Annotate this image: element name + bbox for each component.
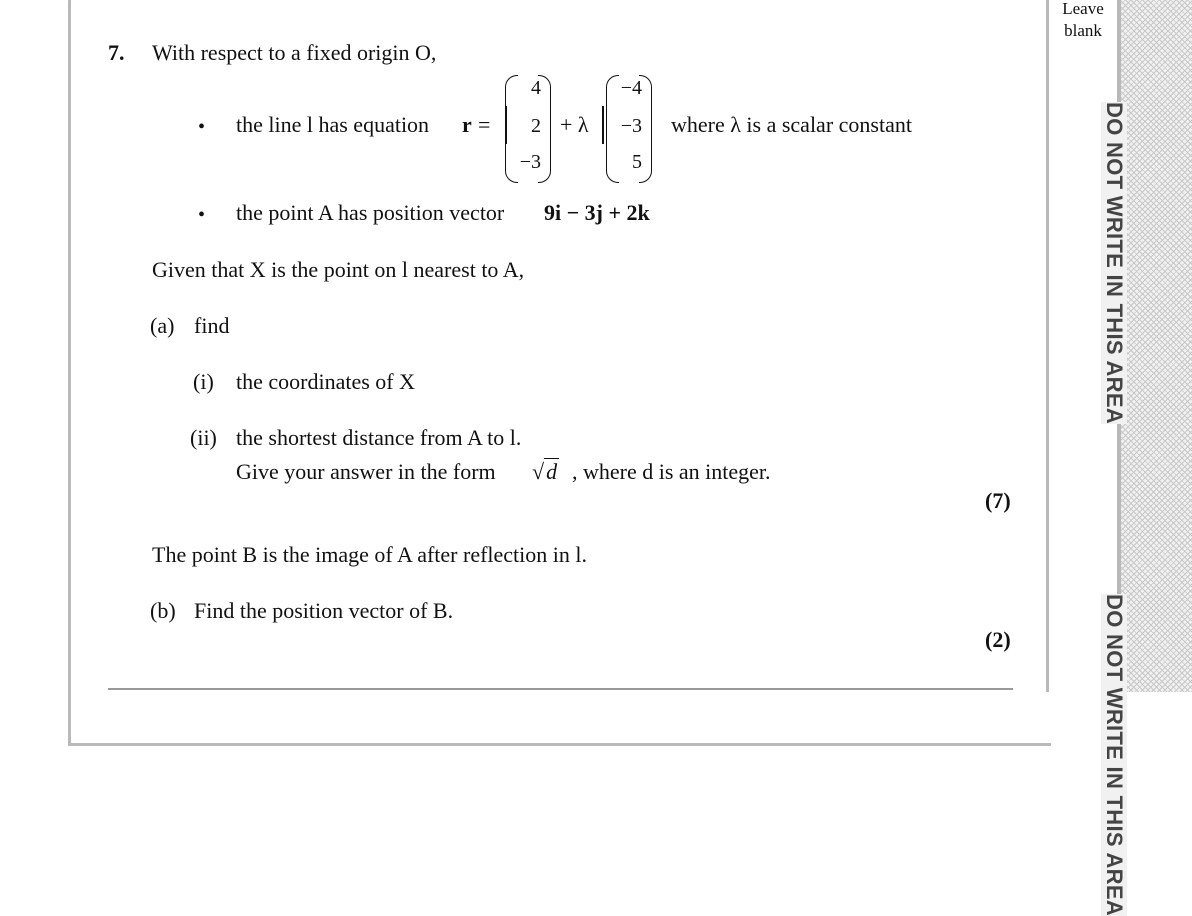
point-a-text: the point A has position vector [236, 200, 505, 225]
part-b-label: (b) [150, 598, 176, 623]
part-a-text: find [194, 313, 230, 338]
margin-divider [1046, 0, 1049, 692]
hatched-margin [1121, 0, 1192, 692]
do-not-write-notice: DO NOT WRITE IN THIS AREA [1102, 102, 1127, 425]
do-not-write-notice-2: DO NOT WRITE IN THIS AREA [1102, 594, 1127, 916]
bullet-1: • [198, 116, 206, 138]
position-vector-a [505, 75, 551, 181]
part-a-marks: (7) [985, 488, 1011, 513]
lambda-note: where λ is a scalar constant [671, 112, 912, 137]
sqrt-variable: d [546, 459, 558, 484]
plus-lambda: + λ [560, 112, 589, 137]
vec-b-z: 5 [632, 151, 642, 173]
vector-r: r [462, 112, 472, 137]
leave-blank-label [1058, 0, 1108, 42]
left-paren [505, 75, 518, 183]
bullet-2: • [198, 204, 206, 226]
blank-label: blank [1064, 21, 1102, 40]
part-b-text: Find the position vector of B. [194, 598, 454, 623]
question-number: 7. [108, 40, 125, 65]
left-paren [606, 75, 619, 183]
question-intro: With respect to a fixed origin O, [152, 40, 437, 65]
given-statement: Given that X is the point on l nearest to A, [152, 257, 525, 282]
answer-form-prefix: Give your answer in the form [236, 459, 496, 484]
line-equation-prefix: the line l has equation [236, 112, 430, 137]
vec-a-y: 2 [531, 115, 541, 137]
part-a-ii-text: the shortest distance from A to l. [236, 425, 522, 450]
vec-a-x: 4 [531, 77, 541, 99]
reflection-statement: The point B is the image of A after reflection in l. [152, 542, 587, 567]
part-a-label: (a) [150, 313, 175, 338]
part-b-marks: (2) [985, 627, 1011, 652]
point-a-vector: 9i − 3j + 2k [544, 200, 650, 225]
sqrt-symbol: √ [532, 459, 545, 484]
answer-form-suffix: , where d is an integer. [572, 459, 771, 484]
vec-a-z: −3 [519, 151, 541, 173]
part-a-ii-label: (ii) [190, 425, 217, 450]
leave-label: Leave [1062, 0, 1104, 18]
part-a-i-label: (i) [193, 369, 214, 394]
direction-vector-b [606, 75, 652, 181]
answer-line [108, 688, 1013, 690]
vector-bar-2 [602, 106, 604, 144]
sqrt-d [532, 459, 559, 485]
vec-b-x: −4 [620, 77, 642, 99]
equals-sign: = [478, 112, 491, 137]
vec-b-y: −3 [620, 115, 642, 137]
part-a-i-text: the coordinates of X [236, 369, 415, 394]
